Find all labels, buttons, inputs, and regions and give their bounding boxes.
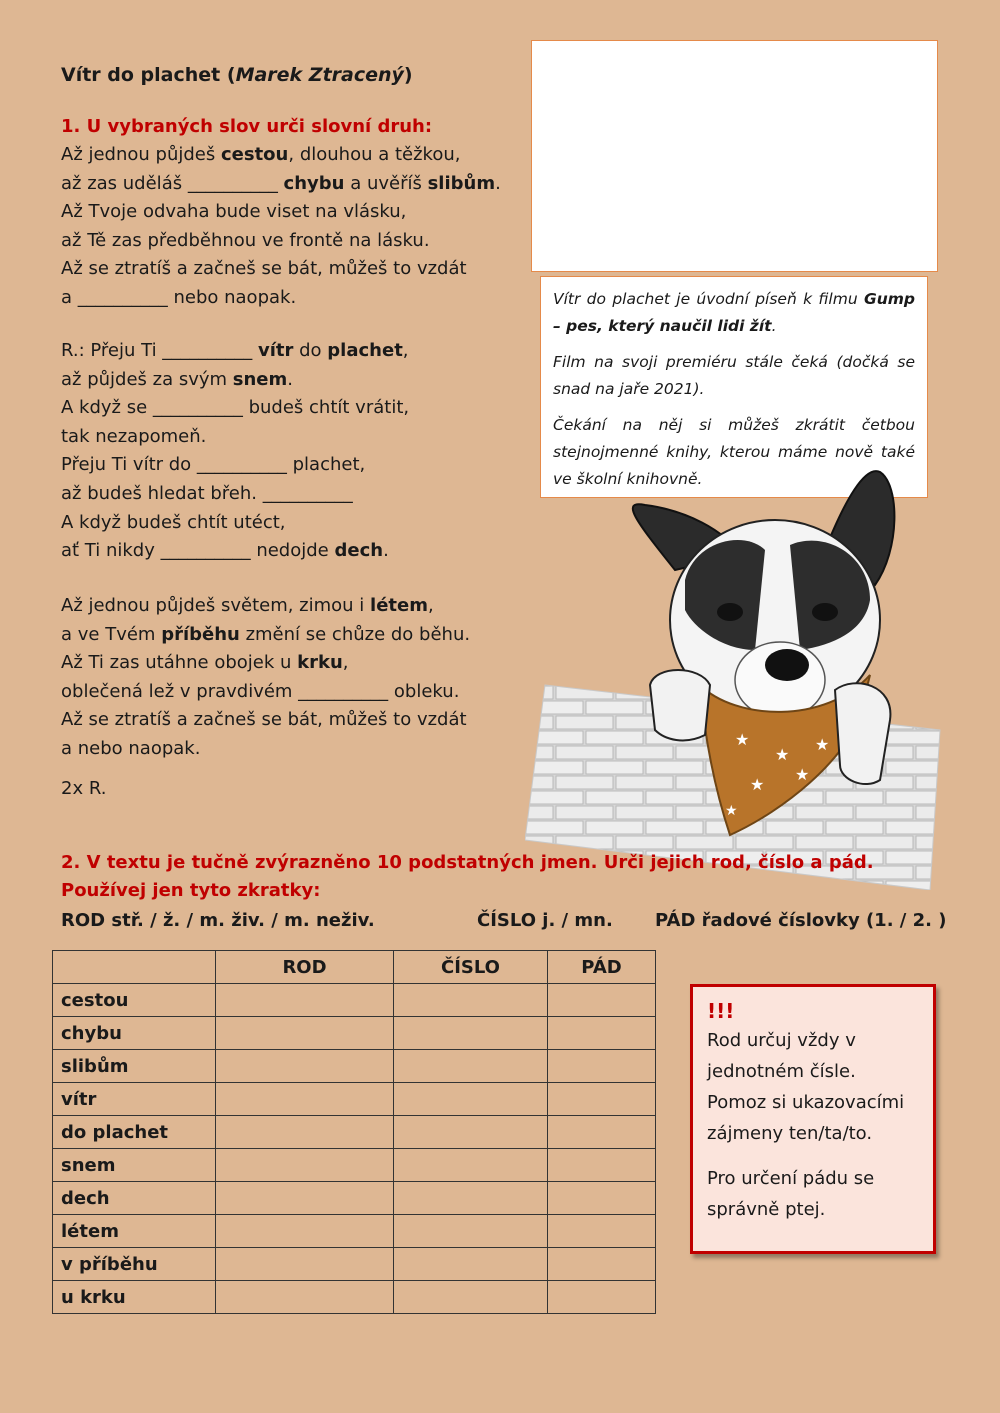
answer-cell-rod[interactable] [216,1083,394,1116]
answer-cell-pad[interactable] [548,1215,656,1248]
lyric-line [61,423,409,452]
lyric-line [61,621,470,650]
table-header-row [53,951,656,984]
lyric-line [61,706,470,735]
bold-noun: chybu [283,172,345,194]
lyric-line [61,170,501,199]
table-header-pad: PÁD [548,951,656,984]
lyric-line [61,141,501,170]
tip-exclamation: !!! [707,999,735,1023]
lyric-text: . [287,368,294,390]
lyric-text: Až se ztratíš a začneš se bát, můžeš to vzdát [61,709,467,731]
lyric-text: A když se __________ budeš chtít vrátit, [61,397,410,419]
lyric-line [61,735,470,764]
bold-noun: cestou [220,144,289,165]
svg-text:★: ★ [795,765,810,784]
exercise2-heading: 2. V textu je tučně zvýrazněno 10 podstatných jmen. Urči jejich rod, číslo a pád. [61,852,874,873]
lyric-line [61,227,501,256]
lyric-text: . [383,540,389,562]
svg-text:★: ★ [750,775,765,794]
table-row [53,1050,656,1083]
row-word: slibům [53,1050,216,1083]
svg-text:★: ★ [815,735,830,754]
lyric-text: až půjdeš za svým [61,368,233,390]
lyric-line [61,592,470,621]
lyric-line [61,255,501,284]
lyric-text: a __________ nebo naopak. [61,286,297,308]
lyric-text: , dlouhou a těžkou, [288,144,461,165]
info-paragraph-3: Čekání na něj si můžeš zkrátit četbou stejnojmenné knihy, kterou máme nově také ve školní knihovně. [553,416,915,488]
repeat-marker: 2x R. [61,778,107,799]
info-p1-end: . [771,317,777,335]
table-row [53,1017,656,1050]
lyric-text: Až jednou půjdeš [61,144,221,165]
lyrics-chorus [61,337,409,566]
answer-cell-cislo[interactable] [394,1281,548,1314]
lyric-text: R.: Přeju Ti __________ [61,340,259,361]
row-word: v příběhu [53,1248,216,1281]
svg-text:★: ★ [735,730,750,749]
dog-right-paw [835,683,890,784]
tip-paragraph-1: Rod určuj vždy v jednotném čísle. Pomoz si ukazovacími zájmeny ten/ta/to. [707,1030,905,1144]
page-title: Vítr do plachet (Marek Ztracený) [61,64,413,86]
answer-cell-cislo[interactable] [394,1017,548,1050]
table-row [53,1248,656,1281]
lyric-line [61,198,501,227]
svg-text:★: ★ [775,745,790,764]
table-header-blank [53,951,216,984]
exercise2-subheading: Používej jen tyto zkratky: [61,880,321,901]
row-word: snem [53,1149,216,1182]
table-row [53,984,656,1017]
abbr-rod: ROD stř. / ž. / m. živ. / m. neživ. [61,910,375,931]
bold-noun: plachet [327,340,403,361]
lyric-text: a nebo naopak. [61,737,201,759]
lyric-text: Přeju Ti vítr do __________ plachet, [61,454,366,476]
lyric-text: Až se ztratíš a začneš se bát, můžeš to vzdát [61,258,467,280]
answer-cell-rod[interactable] [216,1248,394,1281]
bold-noun: dech [334,540,384,562]
lyric-text: tak nezapomeň. [61,425,207,447]
title-main: Vítr do plachet [61,64,221,86]
dog-illustration [525,460,950,890]
lyric-text: až budeš hledat břeh. __________ [61,482,353,504]
bold-noun: slibům [427,172,496,194]
table-row [53,1281,656,1314]
lyric-text: a ve Tvém [61,623,162,645]
table-header-cislo: ČÍSLO [394,951,548,984]
lyrics-stanza-1 [61,141,501,313]
answer-cell-rod[interactable] [216,1281,394,1314]
table-row [53,1083,656,1116]
lyric-text: Až Ti zas utáhne obojek u [61,652,298,674]
title-author: Marek Ztracený [235,64,404,86]
lyric-text: Až jednou půjdeš světem, zimou i [61,595,371,616]
answer-cell-cislo[interactable] [394,1215,548,1248]
lyric-line [61,337,409,366]
lyric-text: až Tě zas předběhnou ve frontě na lásku. [61,229,430,251]
exercise1-heading: 1. U vybraných slov urči slovní druh: [61,116,433,137]
row-word: vítr [53,1083,216,1116]
lyric-text: oblečená lež v pravdivém __________ obleku. [61,680,460,702]
info-paragraph-2: Film na svoji premiéru stále čeká (dočká se snad na jaře 2021). [553,353,915,398]
lyric-line [61,678,470,707]
answer-cell-cislo[interactable] [394,1116,548,1149]
lyric-line [61,509,409,538]
answer-cell-rod[interactable] [216,1116,394,1149]
row-word: do plachet [53,1116,216,1149]
table-row [53,1116,656,1149]
lyric-line [61,451,409,480]
answer-cell-pad[interactable] [548,1182,656,1215]
info-paragraph-1 [553,286,915,340]
lyric-text: a uvěříš [344,172,428,194]
abbr-pad: PÁD řadové číslovky (1. / 2. ) [655,910,947,931]
answer-table [52,950,656,1314]
row-word: u krku [53,1281,216,1314]
lyric-line [61,284,501,313]
answer-cell-rod[interactable] [216,1050,394,1083]
lyric-text: změní se chůze do běhu. [239,623,471,645]
lyric-text: . [495,172,501,194]
answer-cell-rod[interactable] [216,1182,394,1215]
row-word: cestou [53,984,216,1017]
lyric-line [61,480,409,509]
answer-cell-pad[interactable] [548,1248,656,1281]
answer-cell-cislo[interactable] [394,1050,548,1083]
lyric-line [61,394,409,423]
info-p1-film-title: Gump – pes, který naučil lidi žít [553,290,915,335]
lyric-line [61,366,409,395]
answer-cell-cislo[interactable] [394,1083,548,1116]
table-row [53,1149,656,1182]
table-row [53,1215,656,1248]
tip-box [690,984,936,1254]
answer-cell-pad[interactable] [548,1050,656,1083]
row-word: létem [53,1215,216,1248]
answer-cell-rod[interactable] [216,1215,394,1248]
lyric-text: až zas uděláš __________ [61,172,284,194]
bold-noun: létem [370,595,428,616]
row-word: chybu [53,1017,216,1050]
table-header-rod: ROD [216,951,394,984]
lyrics-stanza-2 [61,592,470,764]
tip-paragraph-2: Pro určení pádu se správně ptej. [707,1168,875,1220]
lyric-text: , [428,595,434,616]
lyric-text: ať Ti nikdy __________ nedojde [61,540,335,562]
lyric-text: do [293,340,328,361]
lyric-line [61,537,409,566]
answer-cell-rod[interactable] [216,1017,394,1050]
answer-cell-rod[interactable] [216,1149,394,1182]
dog-right-eye [812,603,838,621]
svg-text:★: ★ [725,803,738,819]
row-word: dech [53,1182,216,1215]
answer-cell-pad[interactable] [548,984,656,1017]
bold-noun: snem [232,368,288,390]
lyric-text: Až Tvoje odvaha bude viset na vlásku, [61,201,407,223]
blank-answer-box [531,40,938,272]
lyric-text: , [342,652,349,674]
answer-cell-cislo[interactable] [394,1182,548,1215]
answer-cell-pad[interactable] [548,1281,656,1314]
info-p1-text: Vítr do plachet je úvodní píseň k filmu [553,290,864,308]
answer-cell-cislo[interactable] [394,1248,548,1281]
answer-cell-rod[interactable] [216,984,394,1017]
abbr-cislo: ČÍSLO j. / mn. [477,910,613,931]
lyric-line [61,649,470,678]
answer-cell-pad[interactable] [548,1149,656,1182]
bold-noun: vítr [258,340,294,361]
answer-cell-pad[interactable] [548,1116,656,1149]
dog-left-eye [717,603,743,621]
answer-cell-cislo[interactable] [394,1149,548,1182]
answer-cell-pad[interactable] [548,1083,656,1116]
table-row [53,1182,656,1215]
bold-noun: příběhu [161,623,240,645]
dog-left-paw [650,670,710,740]
dog-nose [765,649,809,681]
bold-noun: krku [297,652,343,674]
answer-cell-cislo[interactable] [394,984,548,1017]
answer-cell-pad[interactable] [548,1017,656,1050]
lyric-text: , [402,340,409,361]
lyric-text: A když budeš chtít utéct, [61,511,286,533]
